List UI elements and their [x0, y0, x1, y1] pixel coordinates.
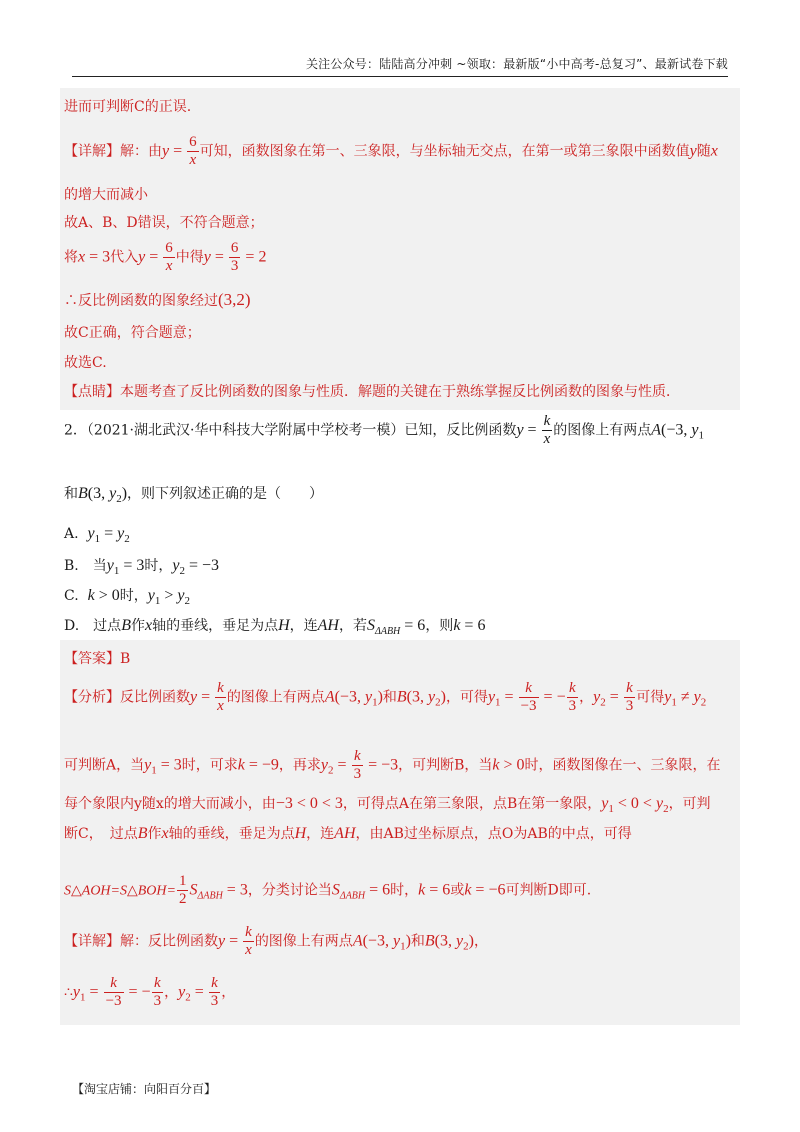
answer-line	[64, 648, 130, 668]
fraction-6-over-x: $\frac{6}{x}$	[189, 134, 197, 168]
analysis-tag: 【分析】	[64, 689, 120, 706]
answer-tag: 【答案】	[64, 651, 120, 667]
comment-tag: 【点睛】	[64, 384, 120, 400]
block1-line8: 故选C.	[64, 355, 107, 371]
block1-detail-line: 【详解】解：由y = $\frac{6}{x}$ 可知，函数图象在第一、三象限，与坐标轴无交点，在第一或第三象限中函数值y随x	[64, 134, 718, 168]
block1-line4: 故A、B、D错误，不符合题意；	[64, 215, 264, 231]
block1-line1: 进而可判断C的正误.	[64, 99, 192, 115]
footer-text: 【淘宝店铺：向阳百分百】	[72, 1082, 217, 1096]
block1-line5: 将x = 3代入y = $\frac{6}{x}$ 中得y = $\frac{6}{3}$ = 2	[64, 240, 267, 274]
detail2-line2: $\therefore y_1$ = $\frac{k}{-3}$ = − $\frac{k}{3}$ ，$y_2$ = $\frac{k}{3}$ ，	[64, 975, 236, 1009]
option-c: C. k > 0时，$y_1 > y_2$	[64, 587, 190, 607]
detail2-line1: 【详解】解：反比例函数y = $\frac{k}{x}$ 的图像上有两点A(−3, $y_1$)和B(3, $y_2$)，	[64, 924, 488, 958]
analysis-line1: 【分析】反比例函数y = $\frac{k}{x}$ 的图像上有两点A(−3, $y_1$)和B(3, $y_2$)，可得$y_1$ = $\frac{k}{-3}$ = − $\frac{k}{3}$ ，$y_2$ = $\frac{k}{3}$ 可得$y_1 \ne y_2$	[64, 680, 707, 714]
analysis-line3: 每个象限内y随x的增大而减小，由−3 < 0 < 3，可得点A在第三象限，点B在第一象限，$y_1 < 0 < y_2$，可判	[64, 795, 711, 815]
block1-line6: ∴反比例函数的图象经过(3,2)	[64, 290, 251, 309]
question-2-stem: 2．（2021·湖北武汉·华中科技大学附属中学校考一模）已知，反比例函数y = $\frac{k}{x}$ 的图像上有两点A(−3, $y_1$	[64, 413, 704, 447]
option-d: D. 过点B作x轴的垂线，垂足为点H，连AH，若$S_{\Delta ABH} = 6$，则k = 6	[64, 617, 486, 637]
header-text: 关注公众号：陆陆高分冲刺 ~领取：最新版“小中高考-总复习”、最新试卷下载	[305, 57, 728, 71]
page-header	[72, 54, 728, 77]
page-footer	[72, 1080, 216, 1097]
block1-line3: 的增大而减小	[64, 187, 148, 203]
question-2-stem-line2: 和B(3, $y_2$)，则下列叙述正确的是（ ）	[64, 485, 324, 505]
answer-value: B	[120, 651, 131, 667]
detail-tag: 【详解】	[64, 143, 120, 160]
block1-line7: 故C正确，符合题意；	[64, 325, 201, 341]
analysis-line5: S△AOH=S△BOH= $\frac{1}{2}$ $S_{\Delta ABH} = 3$，分类讨论当$S_{\Delta ABH} = 6$时，k = 6或k = −6可判断D即可.	[64, 873, 592, 907]
analysis-line4: 断C， 过点B作x轴的垂线，垂足为点H，连AH，由AB过坐标原点，点O为AB的中点，可得	[64, 825, 632, 842]
detail2-tag: 【详解】	[64, 933, 120, 950]
option-b: B. 当$y_1 = 3$时，$y_2 = -3$	[64, 557, 220, 577]
option-a: A. $y_1 = y_2$	[64, 525, 130, 545]
block1-comment: 【点睛】本题考查了反比例函数的图象与性质．解题的关键在于熟练掌握反比例函数的图象与性质．	[64, 384, 680, 400]
analysis-line2: 可判断A，当$y_1 = 3$时，可求k = −9，再求$y_2$ = $\frac{k}{3}$ = −3，可判断B，当k > 0时，函数图像在一、三象限，在	[64, 748, 721, 782]
